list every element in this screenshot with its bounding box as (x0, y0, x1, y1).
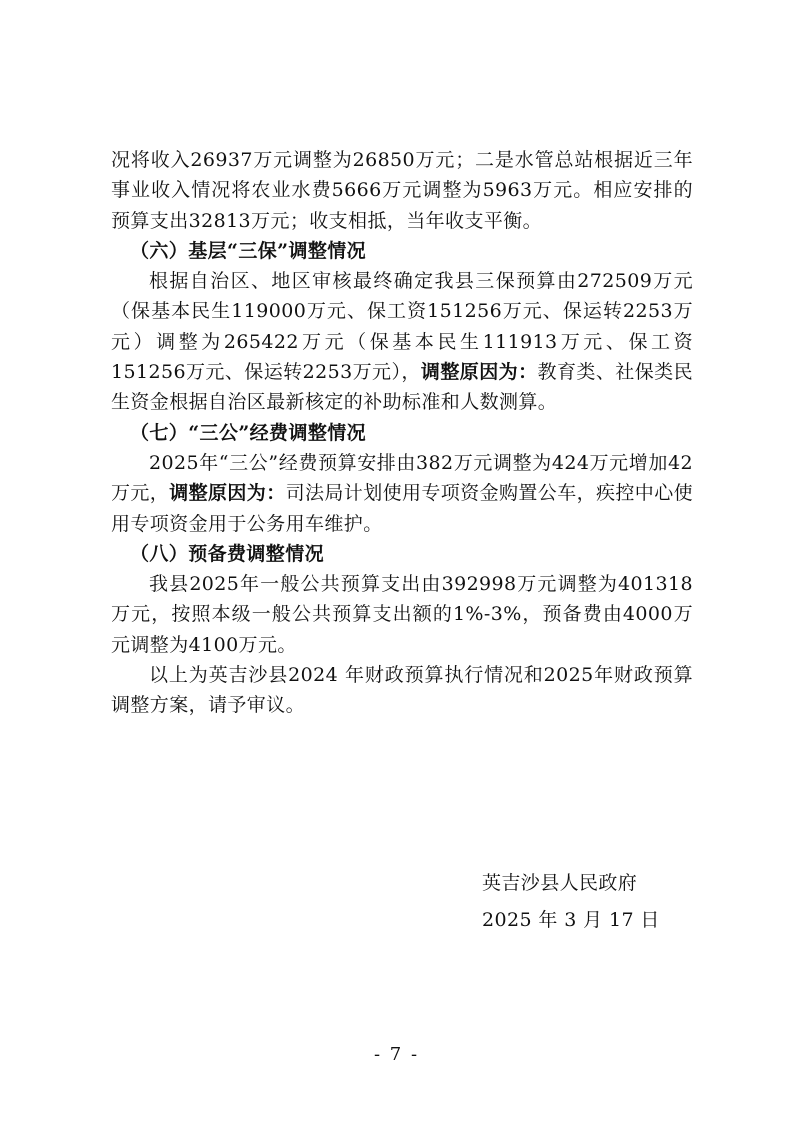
signature-organization: 英吉沙县人民政府 (482, 872, 638, 894)
paragraph-text: 根据自治区、地区审核最终确定我县三保预算由272509万元（保基本民生119000万元、保工资151256万元、保运转2253万元）调整为265422万元（保基本民生111913万元、保工资151256万元、保运转2253万元）， (111, 270, 693, 384)
paragraph-three-public-expenses (111, 448, 693, 539)
section-heading-reserve-fund: （八）预备费调整情况 (130, 542, 325, 565)
paragraph-text: 教育类、社保类民生资金根据自治区最新核定的补助标准和人数测算。 (111, 361, 693, 414)
page-number: - 7 - (373, 1044, 420, 1065)
adjustment-reason-label: 调整原因为： (420, 361, 538, 384)
paragraph-text: 司法局计划使用专项资金购置公车，疾控中心使用专项资金用于公务用车维护。 (111, 482, 694, 535)
signature-date: 2025 年 3 月 17 日 (482, 909, 660, 931)
section-heading-three-public-expenses: （七）“三公”经费调整情况 (130, 421, 367, 444)
section-heading-basic-guarantees: （六）基层“三保”调整情况 (130, 239, 367, 262)
paragraph-text: 2025年“三公”经费预算安排由382万元调整为424万元增加42万元， (111, 451, 693, 505)
adjustment-reason-label: 调整原因为： (169, 482, 286, 505)
paragraph-reserve-fund: 我县2025年一般公共预算支出由392998万元调整为401318万元，按照本级一般公共预算支出额的1%-3%，预备费由4000万元调整为4100万元。 (111, 573, 693, 656)
paragraph-basic-guarantees (111, 266, 693, 417)
paragraph-conclusion: 以上为英吉沙县2024 年财政预算执行情况和2025年财政预算调整方案，请予审议。 (111, 664, 693, 717)
paragraph-continuation: 况将收入26937万元调整为26850万元；二是水管总站根据近三年事业收入情况将农业水费5666万元调整为5963万元。相应安排的预算支出32813万元；收支相抵，当年收支平衡。 (111, 149, 693, 232)
document-body (111, 145, 693, 721)
